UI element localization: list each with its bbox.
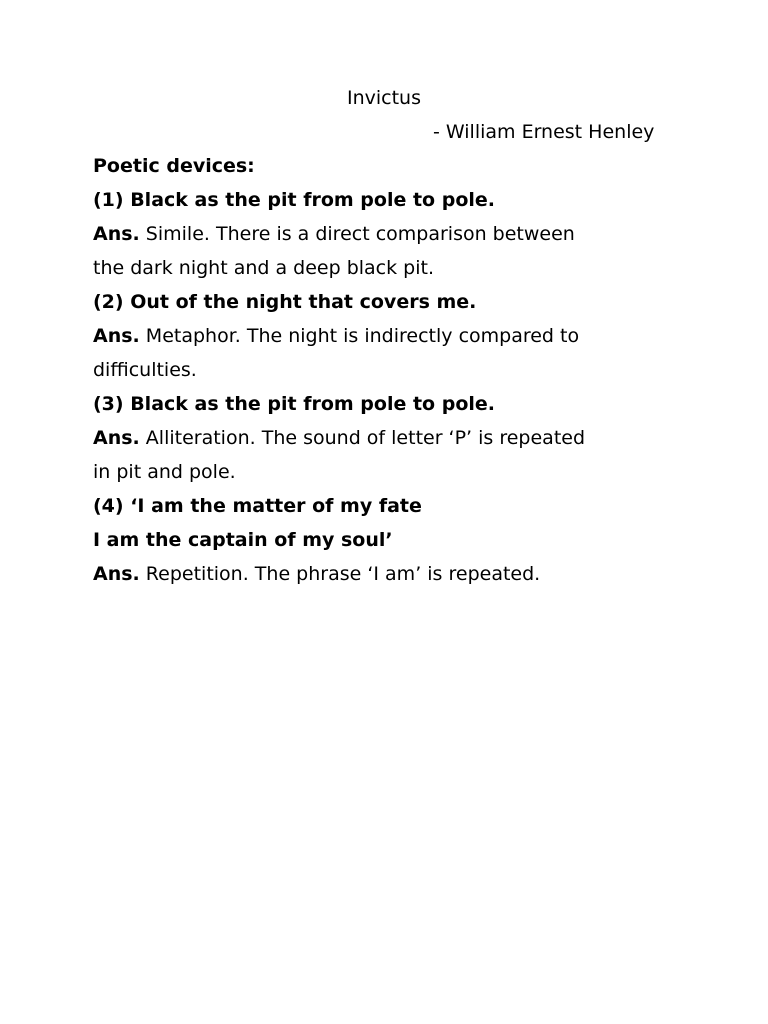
answer-label: Ans. [93,427,140,449]
answer-label: Ans. [93,563,140,585]
answer-3-line-2: in pit and pole. [93,461,236,483]
answer-1-line-2: the dark night and a deep black pit. [93,257,434,279]
poem-author: - William Ernest Henley [433,121,655,143]
answer-text: Metaphor. The night is indirectly compared to [139,325,580,347]
answer-label: Ans. [93,325,140,347]
answer-2-line-1 [93,324,653,358]
question-4-line-2: I am the captain of my soul’ [93,529,393,551]
question-4-line-1: (4) ‘I am the matter of my fate [93,495,422,517]
answer-text: Simile. There is a direct comparison between [139,223,575,245]
answer-label: Ans. [93,223,140,245]
answer-3-line-1 [93,426,653,460]
question-1: (1) Black as the pit from pole to pole. [93,189,495,211]
answer-4-line-1 [93,562,653,596]
answer-2-line-2: difficulties. [93,359,197,381]
question-3: (3) Black as the pit from pole to pole. [93,393,495,415]
answer-text: Repetition. The phrase ‘I am’ is repeated. [139,563,541,585]
section-heading: Poetic devices: [93,155,255,177]
document-body [93,154,653,596]
poem-title: Invictus [346,87,421,109]
answer-text: Alliteration. The sound of letter ‘P’ is repeated [139,427,586,449]
question-2: (2) Out of the night that covers me. [93,291,477,313]
answer-1-line-1 [93,222,653,256]
